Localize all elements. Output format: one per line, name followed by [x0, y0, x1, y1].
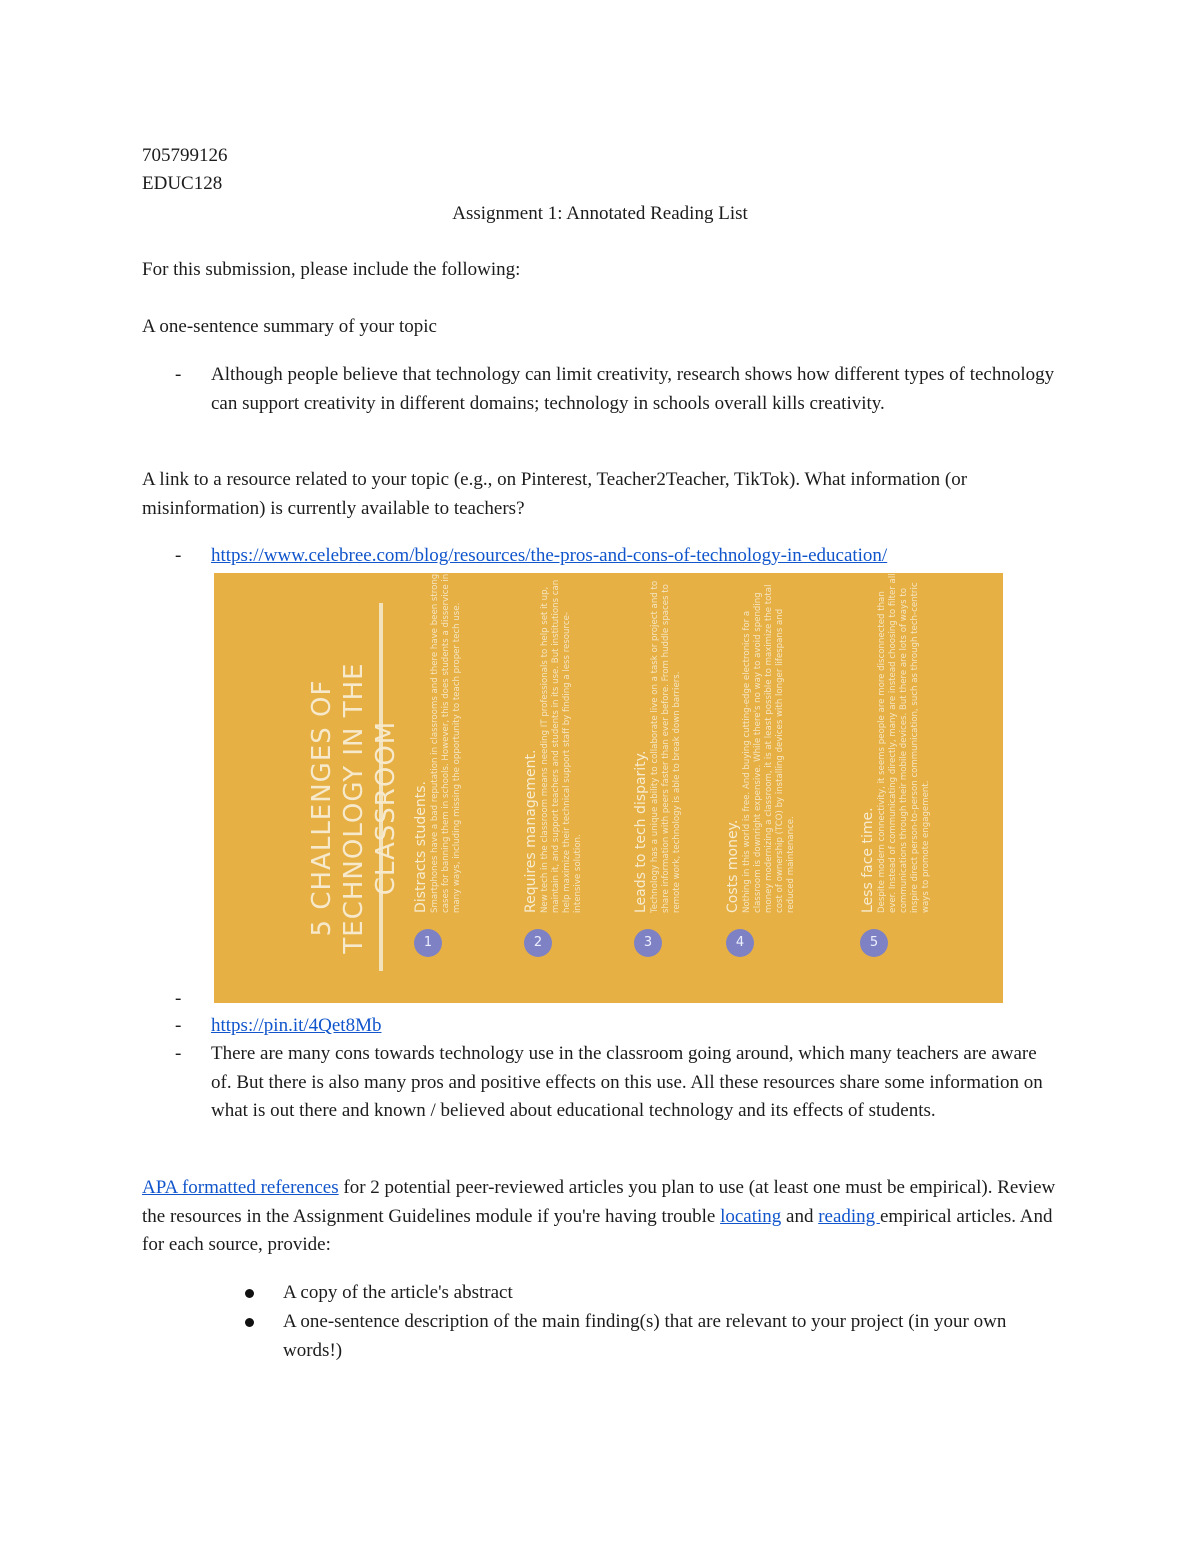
course-code: EDUC128 — [142, 173, 223, 194]
apa-text-3: empirical articles. And for each source, provide: — [142, 1205, 1053, 1255]
dash-marker: - — [175, 988, 182, 1009]
infographic-item — [859, 573, 959, 913]
dash-marker: - — [175, 364, 182, 385]
document-title: Assignment 1: Annotated Reading List — [452, 203, 748, 224]
student-id: 705799126 — [142, 145, 228, 166]
summary-answer-item — [142, 361, 1057, 418]
infographic-item-number: 3 — [634, 929, 662, 957]
bullet-item — [245, 1308, 1035, 1365]
infographic-item-number: 2 — [524, 929, 552, 957]
infographic-item-heading: Requires management. — [523, 749, 539, 913]
apa-text-1: for 2 potential peer-reviewed articles you plan to use (at least one must be empirical). Review the resources in the Assignment Guidelines module if you're having trouble — [142, 1177, 1056, 1227]
resource-answer-item — [142, 1040, 1057, 1126]
resource-link-item-2 — [142, 1012, 1057, 1041]
resource-prompt: A link to a resource related to your topic (e.g., on Pinterest, Teacher2Teacher, TikTok). What information (or misinformation) is currently available to teachers? — [142, 469, 968, 519]
infographic-item — [412, 573, 512, 913]
infographic-item-number: 4 — [726, 929, 754, 957]
infographic-item-text: New tech in the classroom means needing IT professionals to help set it up, maintain it, and support teachers and students in its use. But institutions can help maximize their technical support staff by finding a less resource-intensive solution. — [540, 579, 583, 913]
infographic-title: 5 CHALLENGES OF TECHNOLOGY IN THE CLASSROOM — [307, 662, 401, 954]
infographic-item-number: 5 — [860, 929, 888, 957]
apa-text-2: and — [781, 1205, 819, 1227]
infographic-item-number: 1 — [414, 929, 442, 957]
reading-link[interactable]: reading — [818, 1205, 880, 1227]
bullet-dot-icon — [245, 1318, 254, 1327]
bullet-dot-icon — [245, 1289, 254, 1298]
locating-link[interactable]: locating — [720, 1205, 782, 1227]
infographic-item-heading: Leads to tech disparity. — [633, 750, 649, 913]
resource-link-1[interactable]: https://www.celebree.com/blog/resources/the-pros-and-cons-of-technology-in-education/ — [211, 545, 888, 566]
infographic-item-text: Nothing in this world is free. And buying cutting-edge electronics for a classroom is downright expensive. While there's no way to avoid spending money modernizing a classroom, it is at least possible to maximize the total cost of ownership (TCO) by installing devices with longer lifespans and reduced maintenance. — [742, 584, 796, 913]
resource-link-item-1 — [142, 542, 1057, 571]
dash-marker: - — [175, 1043, 182, 1064]
infographic-item-heading: Distracts students. — [413, 781, 429, 913]
bullet-text: A copy of the article's abstract — [283, 1282, 513, 1303]
apa-references-link[interactable]: APA formatted references — [142, 1177, 339, 1198]
infographic-item — [724, 573, 824, 913]
intro-text: For this submission, please include the following: — [142, 259, 521, 280]
infographic-item — [632, 573, 732, 913]
dash-marker: - — [175, 1015, 182, 1036]
infographic-item-text: Smartphones have a bad reputation in classrooms and there have been strong cases for banning them in schools. However, this does students a disservice in many ways, including missing the opportunity to teach proper tech use. — [430, 573, 462, 913]
apa-instructions — [142, 1174, 1057, 1260]
summary-answer: Although people believe that technology can limit creativity, research shows how different types of technology can support creativity in different domains; technology in schools overall kills creativity. — [211, 364, 1055, 414]
bullet-text: A one-sentence description of the main finding(s) that are relevant to your project (in your own words!) — [283, 1311, 1007, 1361]
infographic-image — [214, 573, 1003, 1003]
summary-prompt: A one-sentence summary of your topic — [142, 316, 437, 337]
infographic-item-text: Despite modern connectivity, it seems people are more disconnected than ever. Instead of communicating directly, many are instead choosing to filter all communications through their mobile devices. But there are lots of ways to inspire direct person-to-person communication, such as through tech-centric ways to promote engagement. — [877, 573, 931, 913]
dash-marker: - — [175, 545, 182, 566]
infographic-item-text: Technology has a unique ability to collaborate live on a task or project and to share information with peers faster than ever before. From huddle spaces to remote work, technology is able to break down barriers. — [650, 580, 682, 913]
infographic-item-heading: Costs money. — [725, 819, 741, 913]
infographic-item — [522, 573, 622, 913]
resource-link-2[interactable]: https://pin.it/4Qet8Mb — [211, 1015, 382, 1036]
resource-answer: There are many cons towards technology use in the classroom going around, which many teachers are aware of. But there is also many pros and positive effects on this use. All these resources share some information on what is out there and known / believed about educational technology and its effects of students. — [211, 1043, 1043, 1121]
bullet-item — [245, 1279, 1035, 1308]
infographic-item-heading: Less face time. — [860, 807, 876, 913]
